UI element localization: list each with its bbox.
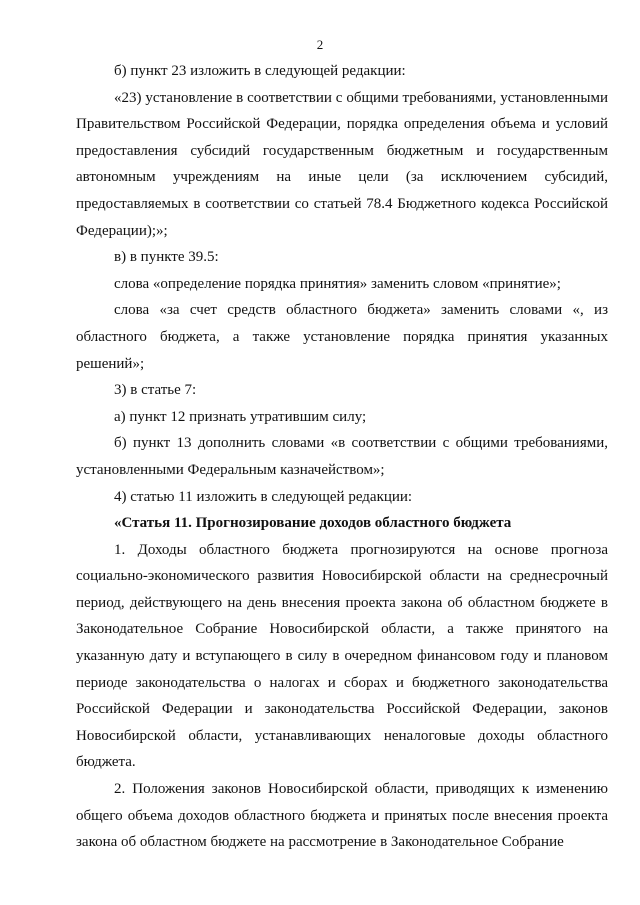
article-11-clause-1: 1. Доходы областного бюджета прогнозируются на основе прогноза социально-экономического развития Новосибирской области на среднесрочный период, действующего на день внесения проекта закона об областном бюджете в Законодательное Собрание Новосибирской области, а также принятого на указанную дату и вступающего в силу в очередном финансовом году и плановом периоде законодательства о налогах и сборах и бюджетного законодательства Российской Федерации и законодательства Российской Федерации, законов Новосибирской области, устанавливающих неналоговые доходы областного бюджета.: [76, 541, 608, 771]
paragraph-article-7: 3) в статье 7:: [114, 382, 197, 399]
paragraph-item-a-point-12: а) пункт 12 признать утратившим силу;: [114, 408, 367, 425]
paragraph-item-b-point-23: б) пункт 23 изложить в следующей редакции:: [114, 63, 406, 79]
page-number: 2: [316, 37, 324, 52]
document-body: [76, 58, 608, 856]
paragraph-point-23-text: «23) установление в соответствии с общими требованиями, установленными Правительством Российской Федерации, порядка определения объема и условий предоставления субсидий государственным бюджетным и государственным автономным учреждениям на иные цели (за исключением субсидий, предоставляемых в соответствии со статьей 78.4 Бюджетного кодекса Российской Федерации);»;: [76, 89, 608, 239]
paragraph-article-11-intro: 4) статью 11 изложить в следующей редакции:: [114, 488, 413, 505]
paragraph-replace-words-2: слова «за счет средств областного бюджета» заменить словами «, из областного бюджета, а также установление порядка принятия указанных решений»;: [76, 302, 608, 372]
paragraph-item-b-point-13: б) пункт 13 дополнить словами «в соответствии с общими требованиями, установленными Федеральным казначейством»;: [76, 435, 608, 478]
paragraph-replace-words-1: слова «определение порядка принятия» заменить словом «принятие»;: [114, 275, 561, 292]
paragraph-item-v-point-39-5: в) в пункте 39.5:: [114, 249, 219, 266]
article-11-heading: «Статья 11. Прогнозирование доходов областного бюджета: [114, 515, 512, 532]
article-11-clause-2: 2. Положения законов Новосибирской области, приводящих к изменению общего объема доходов областного бюджета и принятых после внесения проекта закона об областном бюджете на рассмотрение в Законодательное Собрание: [76, 781, 608, 851]
